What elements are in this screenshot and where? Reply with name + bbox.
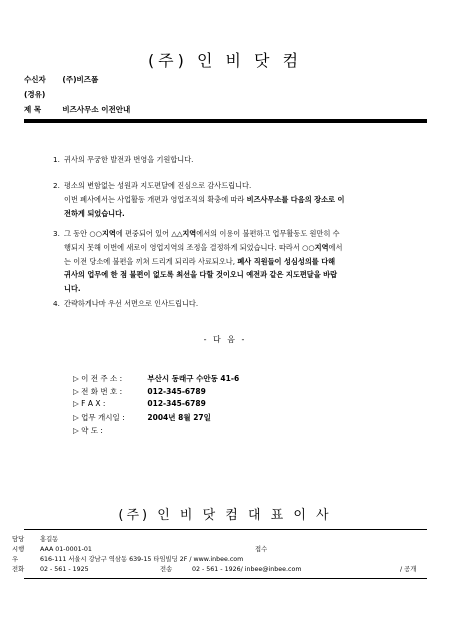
contact-label: ▷ 약 도 : [73, 426, 103, 435]
footer-phone-row [12, 565, 432, 575]
contact-row-address [73, 373, 239, 384]
footer-value: AAA 01-0001-01 [40, 546, 92, 553]
paragraph-text [64, 227, 403, 296]
text-seg-bold: 귀사의 업무에 한 점 불편이 없도록 최선을 다할 것이오니 예전과 같은 지도편달을 바랍 [64, 270, 338, 280]
contact-value: 부산시 동래구 수안동 41-6 [147, 374, 240, 383]
contact-label: ▷ 이 전 주 소 : [73, 374, 123, 383]
footer-value: 616-111 서울시 강남구 역삼동 639-15 타임빌딩 2F / www.inbee.com [40, 556, 244, 563]
contact-label: ▷ F A X : [73, 399, 106, 408]
contact-value: 012-345-6789 [147, 387, 206, 396]
text-line: 이번 폐사에서는 사업활동 개편과 영업조직의 확충에 따라 [64, 194, 247, 204]
footer-label: 시행 [12, 546, 25, 553]
footer-manager-row [12, 535, 58, 545]
header-divider [24, 119, 427, 123]
contact-row-phone [73, 386, 206, 397]
footer-divider [24, 529, 427, 530]
recipient-label: 수신자 [24, 75, 46, 84]
text-seg-bold: ○○지역 [89, 229, 116, 238]
contact-row-start-date [73, 412, 211, 423]
text-seg: 그 동안 [64, 229, 90, 238]
footer-label: 전화 [12, 566, 25, 573]
paragraph-number: 2. [53, 181, 60, 190]
footer-label: 담당 [12, 536, 25, 543]
contact-row-map [73, 425, 145, 436]
footer-zip-row [12, 555, 243, 565]
subject-value: 비즈사무소 이전안내 [62, 105, 131, 114]
paragraph-text: 간략하게나마 우선 서면으로 인사드립니다. [64, 299, 199, 308]
da-heading: - 다 음 - [203, 335, 247, 344]
paragraph-2 [53, 179, 403, 220]
text-seg-bold: 니다. [64, 284, 81, 294]
text-seg: 에서의 이용이 불편하고 업무활동도 원만히 수 [196, 229, 340, 238]
footer-receipt-label: 접수 [255, 546, 268, 553]
footer-fax-value: 02 - 561 - 1926/ inbee@inbee.com [192, 566, 302, 573]
paragraph-3 [53, 227, 403, 296]
text-seg: 에서 [328, 242, 343, 252]
contact-row-fax [73, 399, 206, 408]
paragraph-number: 1. [53, 155, 60, 164]
footer-bottom-divider [24, 578, 427, 579]
recipient-row [24, 74, 98, 85]
text-line: 평소의 변함없는 성원과 지도편달에 진심으로 감사드립니다. [64, 181, 252, 190]
via-label: (경유) [24, 90, 46, 99]
company-title: (주) 인 비 닷 컴 [147, 51, 303, 70]
footer-value: 02 - 561 - 1925 [40, 566, 89, 573]
paragraph-text: 귀사의 무궁한 발전과 번영을 기원합니다. [64, 155, 194, 164]
paragraph-4 [53, 297, 403, 311]
text-seg: 에 편중되어 있어 [115, 229, 172, 238]
contact-value: 2004년 8월 27일 [147, 413, 211, 422]
recipient-value: (주)비즈폼 [62, 75, 99, 84]
text-seg-bold: ○○지역 [302, 242, 329, 252]
paragraph-1 [53, 153, 403, 167]
paragraph-number: 4. [53, 299, 60, 308]
paragraph-text [64, 179, 403, 220]
text-seg-bold: 폐사 직원들이 성심성의를 다해 [237, 256, 336, 266]
contact-value: 012-345-6789 [147, 399, 206, 408]
text-line-bold: 전하게 되었습니다. [64, 208, 125, 218]
contact-label: ▷ 전 화 번 호 : [73, 387, 123, 396]
signature-line: (주) 인 비 닷 컴 대 표 이 사 [118, 508, 332, 523]
text-seg: 는 이전 당소에 불편을 끼쳐 드리게 되리라 사료되오나, [64, 256, 238, 266]
paragraph-number: 3. [53, 229, 60, 238]
via-row [24, 89, 60, 100]
contact-label: ▷ 업무 개시일 : [73, 413, 125, 422]
footer-public-label: / 공개 [400, 566, 417, 573]
text-seg-bold: △△지역 [171, 229, 197, 238]
footer-label: 우 [12, 556, 19, 563]
footer-exec-row [12, 545, 312, 555]
text-line-bold: 비즈사무소를 다음의 장소로 이 [246, 194, 345, 204]
subject-label: 제 목 [24, 105, 42, 114]
text-seg: 행되지 못해 이번에 새로이 영업지역의 조정을 결정하게 되었습니다. 따라서 [64, 242, 303, 252]
subject-row [24, 104, 130, 115]
footer-fax-label: 전송 [160, 566, 173, 573]
footer-value: 홍길동 [40, 536, 59, 543]
